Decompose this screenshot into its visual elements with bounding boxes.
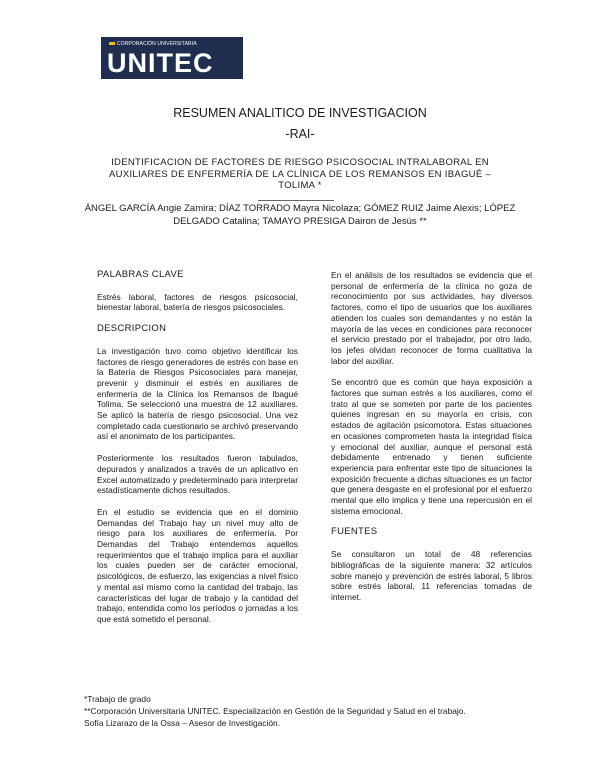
left-column (97, 270, 298, 625)
document-title: RESUMEN ANALITICO DE INVESTIGACION (173, 106, 427, 120)
description-paragraph-2: Posteriormente los resultados fueron tabulados, depurados y analizados a través de un aplicativo en Excel automatizado y predeterminado para interpretar estadísticamente dichos resultados. (97, 453, 298, 496)
unitec-logo (101, 37, 243, 79)
footnote-3: Sofía Lizarazo de la Ossa – Asesor de Investigación. (84, 718, 280, 728)
analysis-paragraph-1: En el análisis de los resultados se evidencia que el personal de enfermería de la clínica no goza de reconocimiento por sus actividades, hay diversos factores, como el tipo de usuarios que los auxiliares atienden los cuales son demandantes y no están la mayoría de las veces en condiciones para reconocer el servicio prestado por el trabajador, por otro lado, los jefes olvidan reconocer de forma cualitativa la labor del auxiliar. (331, 270, 532, 366)
sources-heading: FUENTES (331, 526, 378, 538)
description-heading: DESCRIPCION (97, 323, 167, 335)
keywords-text: Estrés laboral, factores de riesgos psicosocial, bienestar laboral, batería de riesgos psicosociales. (97, 291, 298, 313)
logo-accent-bar (109, 42, 115, 45)
authors-line: ÁNGEL GARCÍA Angie Zamira; DÍAZ TORRADO Mayra Nicolaza; GÓMEZ RUIZ Jaime Alexis; LÓPEZ DELGADO Catalina; TAMAYO PRESIGA Dairon de Jesús ** (84, 203, 516, 227)
analysis-paragraph-2: Se encontró que es común que haya exposición a factores que suman estrés a los auxiliares, como el trato al que se someten por parte de los pacientes quienes ingresan en su mayoría en crisis, con estados de agitación psicomotora. Estas situaciones en ocasiones comprometen hasta la integridad física y emocional del auxiliar, aunque el personal está debidamente entrenado y tienen suficiente experiencia para enfrentar este tipo de situaciones la exposición frecuente a dichas situaciones es un factor que genera desgaste en el profesional por el esfuerzo mental que ello implica y tiene una repercusión en el sistema emocional. (331, 377, 532, 516)
description-paragraph-3: En el estudio se evidencia que en el dominio Demandas del Trabajo hay un nivel muy alto de riesgo para los auxiliares de enfermería. Por Demandas del Trabajo entendemos aquellos requerimientos que el trabajo implica para el auxiliar los cuales pueden ser de carácter emocional, psicológicos, de esfuerzo, las exigencias a nivel físico y mental así mismo como la cantidad del trabajo, las características del lugar de trabajo y la cantidad del trabajo, entendida como los períodos o jornadas a los que está sometido el personal. (97, 506, 298, 624)
research-title: IDENTIFICACION DE FACTORES DE RIESGO PSICOSOCIAL INTRALABORAL EN AUXILIARES DE ENFERMERÍA DE LA CLÍNICA DE LOS REMANSOS EN IBAGUÉ – TOLIMA * (109, 157, 491, 191)
logo-top-text: CORPORACIÓN UNIVERSITARIA (117, 41, 197, 47)
footnotes (84, 693, 554, 729)
footnote-1: *Trabajo de grado (84, 694, 151, 704)
right-column (331, 270, 532, 603)
footnote-2: **Corporación Universitaria UNITEC. Especialización en Gestión de la Seguridad y Salud en el trabajo. (84, 706, 466, 716)
keywords-heading: PALABRAS CLAVE (97, 269, 184, 280)
description-paragraph-1: La investigación tuvo como objetivo identificar los factores de riesgo generadores de estrés con base en la Batería de Riesgos Psicosociales para manejar, prevenir y disminuir el estrés en auxiliares de enfermería de la Clínica los Remansos de Ibagué Tolima. Se seleccionó una muestra de 12 auxiliares. Se aplicó la batería de riesgo psicosocial. Una vez completado cada cuestionario se archivó preservando así el anonimato de los participantes. (97, 345, 298, 442)
sources-text: Se consultaron un total de 48 referencias bibliográficas de la siguiente manera: 32 artículos sobre manejo y prevención de estrés laboral, 5 libros sobre estrés laboral, 11 referencias tomadas de internet. (331, 549, 532, 602)
title-divider (258, 200, 334, 201)
document-code: -RAI- (285, 127, 315, 141)
logo-main-text: UNITEC (107, 48, 214, 78)
